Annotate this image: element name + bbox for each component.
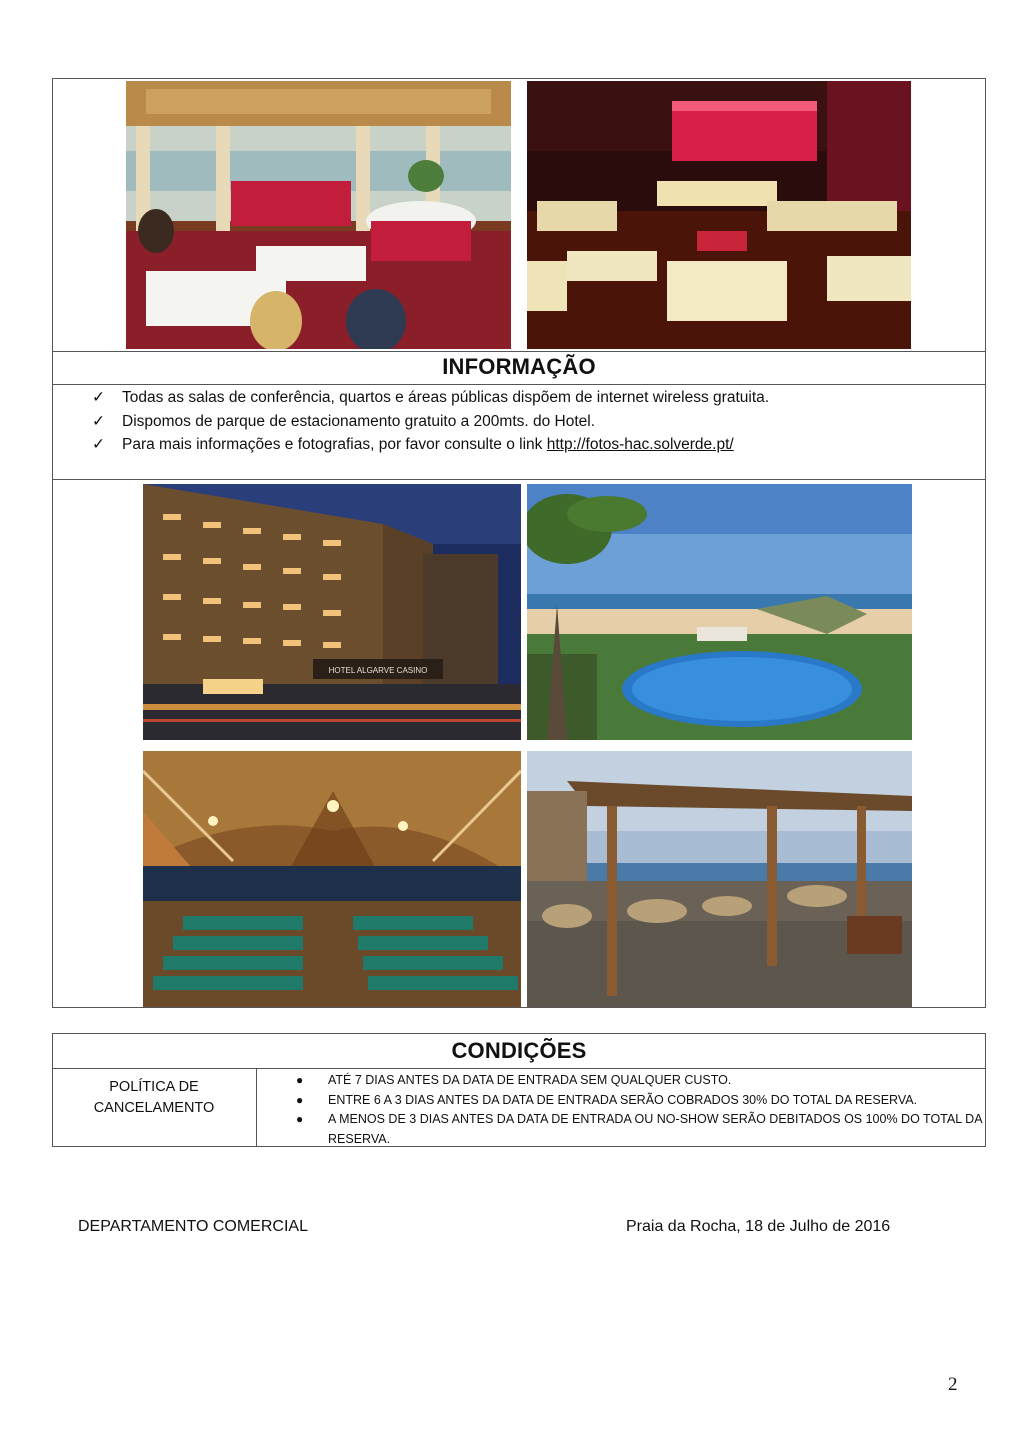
condition-item xyxy=(294,1071,984,1091)
page-number: 2 xyxy=(948,1374,958,1395)
bullet-icon: ● xyxy=(296,1092,304,1107)
ballroom-photo xyxy=(527,81,911,349)
info-text: Dispomos de parque de estacionamento gratuito a 200mts. do Hotel. xyxy=(122,412,596,430)
condition-text: ATÉ 7 DIAS ANTES DA DATA DE ENTRADA SEM QUALQUER CUSTO. xyxy=(328,1073,732,1087)
photos-link[interactable]: http://fotos-hac.solverde.pt/ xyxy=(546,436,734,453)
grid-bottom-border xyxy=(52,1007,986,1008)
bullet-icon: ● xyxy=(296,1073,304,1087)
condition-text: A MENOS DE 3 DIAS ANTES DA DATA DE ENTRADA OU NO-SHOW SERÃO DEBITADOS OS 100% DO TOTAL DA RESERVA. xyxy=(328,1112,982,1146)
condition-text: ENTRE 6 A 3 DIAS ANTES DA DATA DE ENTRADA SERÃO COBRADOS 30% DO TOTAL DA RESERVA. xyxy=(328,1092,918,1107)
info-text: Para mais informações e fotografias, por favor consulte o link xyxy=(122,436,543,453)
conference-room-photo xyxy=(143,751,521,1007)
conditions-title-divider xyxy=(52,1068,986,1069)
pool-beach-photo xyxy=(527,484,912,740)
check-icon: ✓ xyxy=(92,388,105,406)
condition-item xyxy=(294,1091,984,1111)
conditions-column-divider xyxy=(256,1068,257,1147)
conditions-list xyxy=(294,1071,984,1149)
department-name: DEPARTAMENTO COMERCIAL xyxy=(78,1218,308,1235)
info-title-bottom-border xyxy=(52,384,986,385)
info-text: Todas as salas de conferência, quartos e áreas públicas dispõem de internet wireless gratuita. xyxy=(122,389,770,406)
grid-right-border xyxy=(985,480,986,1008)
information-title: INFORMAÇÃO xyxy=(442,354,596,379)
bullet-icon: ● xyxy=(296,1112,304,1126)
restaurant-photo xyxy=(126,81,511,349)
check-icon: ✓ xyxy=(92,435,105,453)
cancellation-policy-label xyxy=(53,1077,255,1119)
policy-label-line: POLÍTICA DE xyxy=(109,1079,199,1095)
info-item-wireless xyxy=(92,386,769,410)
info-item-photos xyxy=(92,433,769,457)
hotel-sign-text: HOTEL ALGARVE CASINO xyxy=(328,666,428,675)
check-icon: ✓ xyxy=(92,411,105,430)
info-section-bottom-border xyxy=(52,479,986,480)
grid-left-border xyxy=(52,480,53,1008)
hotel-night-photo xyxy=(143,484,521,740)
info-item-parking xyxy=(92,410,769,434)
terrace-photo xyxy=(527,751,912,1007)
policy-label-line: CANCELAMENTO xyxy=(93,1100,215,1116)
info-title-top-border xyxy=(52,351,986,352)
information-list xyxy=(92,386,769,457)
place-and-date: Praia da Rocha, 18 de Julho de 2016 xyxy=(626,1218,891,1235)
condition-item xyxy=(294,1110,984,1149)
conditions-title: CONDIÇÕES xyxy=(451,1038,587,1063)
